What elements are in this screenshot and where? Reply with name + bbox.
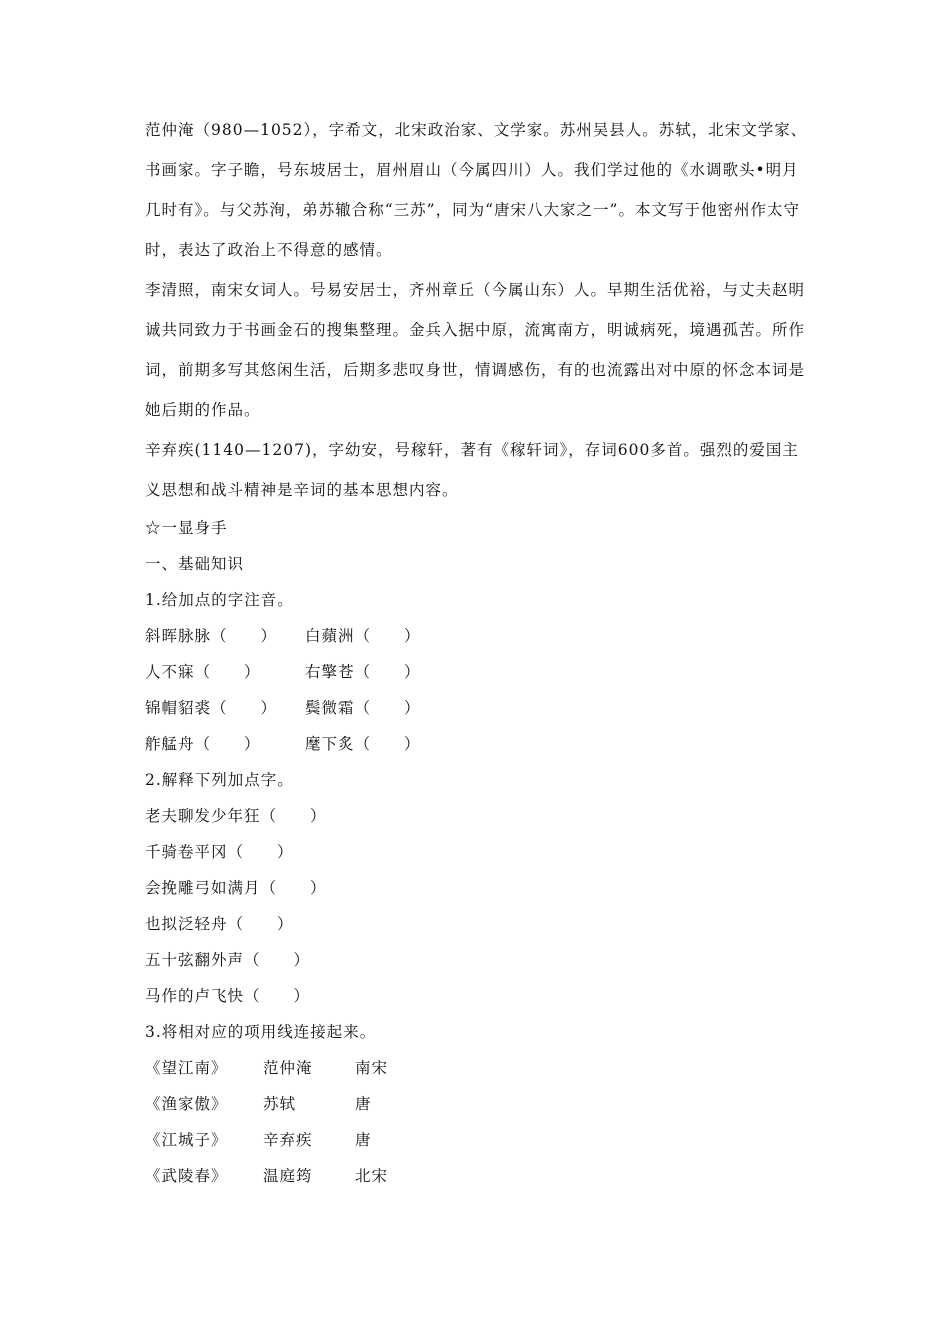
document-page (145, 110, 815, 1194)
subsection-title: 一、基础知识 (145, 555, 245, 573)
q1-item: 舴艋舟（ ） (145, 735, 261, 753)
q3-dynasty: 南宋 (355, 1059, 389, 1077)
q3-dynasty: 唐 (355, 1131, 372, 1149)
q2-item: 也拟泛轻舟（ ） (145, 915, 294, 933)
q3-row (145, 1086, 815, 1122)
q2-item: 马作的卢飞快（ ） (145, 987, 311, 1005)
q1-row (145, 618, 815, 654)
q1-item: 人不寐（ ） (145, 663, 261, 681)
q3-row (145, 1050, 815, 1086)
q2-item: 老夫聊发少年狂（ ） (145, 807, 327, 825)
q3-author: 苏轼 (263, 1095, 297, 1113)
q2-item: 五十弦翻外声（ ） (145, 951, 311, 969)
q3-row (145, 1158, 815, 1194)
q3-poem: 《渔家傲》 (145, 1095, 228, 1113)
section-title: ☆一显身手 (145, 519, 228, 537)
intro-paragraph-fan-su: 范仲淹（980—1052），字希文，北宋政治家、文学家。苏州吴县人。苏轼，北宋文学家、书画家。字子瞻，号东坡居士，眉州眉山（今属四川）人。我们学过他的《水调歌头•明月几时有》。与父苏洵，弟苏辙合称“三苏”，同为“唐宋八大家之一”。本文写于他密州作太守时，表达了政治上不得意的感情。 (145, 121, 808, 259)
q1-row (145, 726, 815, 762)
q3-dynasty: 唐 (355, 1095, 372, 1113)
q3-row (145, 1122, 815, 1158)
intro-paragraph-xin-qiji: 辛弃疾(1140—1207)，字幼安，号稼轩，著有《稼轩词》，存词600多首。强烈的爱国主义思想和战斗精神是辛词的基本思想内容。 (145, 441, 799, 499)
q1-row (145, 654, 815, 690)
q3-author: 辛弃疾 (263, 1131, 313, 1149)
q3-poem: 《武陵春》 (145, 1167, 228, 1185)
q3-dynasty: 北宋 (355, 1167, 389, 1185)
q3-poem: 《江城子》 (145, 1131, 228, 1149)
q1-item: 斜晖脉脉（ ） (145, 627, 278, 645)
question-1-title: 1.给加点的字注音。 (145, 591, 294, 609)
question-3-title: 3.将相对应的项用线连接起来。 (145, 1023, 377, 1041)
intro-paragraph-li-qingzhao: 李清照，南宋女词人。号易安居士，齐州章丘（今属山东）人。早期生活优裕，与丈夫赵明诚共同致力于书画金石的搜集整理。金兵入据中原，流寓南方，明诚病死，境遇孤苦。所作词，前期多写其悠闲生活，后期多悲叹身世，情调感伤，有的也流露出对中原的怀念本词是她后期的作品。 (145, 281, 806, 419)
q1-item: 麾下炙（ ） (305, 735, 421, 753)
q1-item: 鬓微霜（ ） (305, 699, 421, 717)
q2-item: 会挽雕弓如满月（ ） (145, 879, 327, 897)
q1-item: 锦帽貂裘（ ） (145, 699, 278, 717)
q3-author: 范仲淹 (263, 1059, 313, 1077)
q1-row (145, 690, 815, 726)
q3-author: 温庭筠 (263, 1167, 313, 1185)
question-2-title: 2.解释下列加点字。 (145, 771, 294, 789)
q2-item: 千骑卷平冈（ ） (145, 843, 294, 861)
q3-poem: 《望江南》 (145, 1059, 228, 1077)
q1-item: 右擎苍（ ） (305, 663, 421, 681)
q1-item: 白蘋洲（ ） (305, 627, 421, 645)
